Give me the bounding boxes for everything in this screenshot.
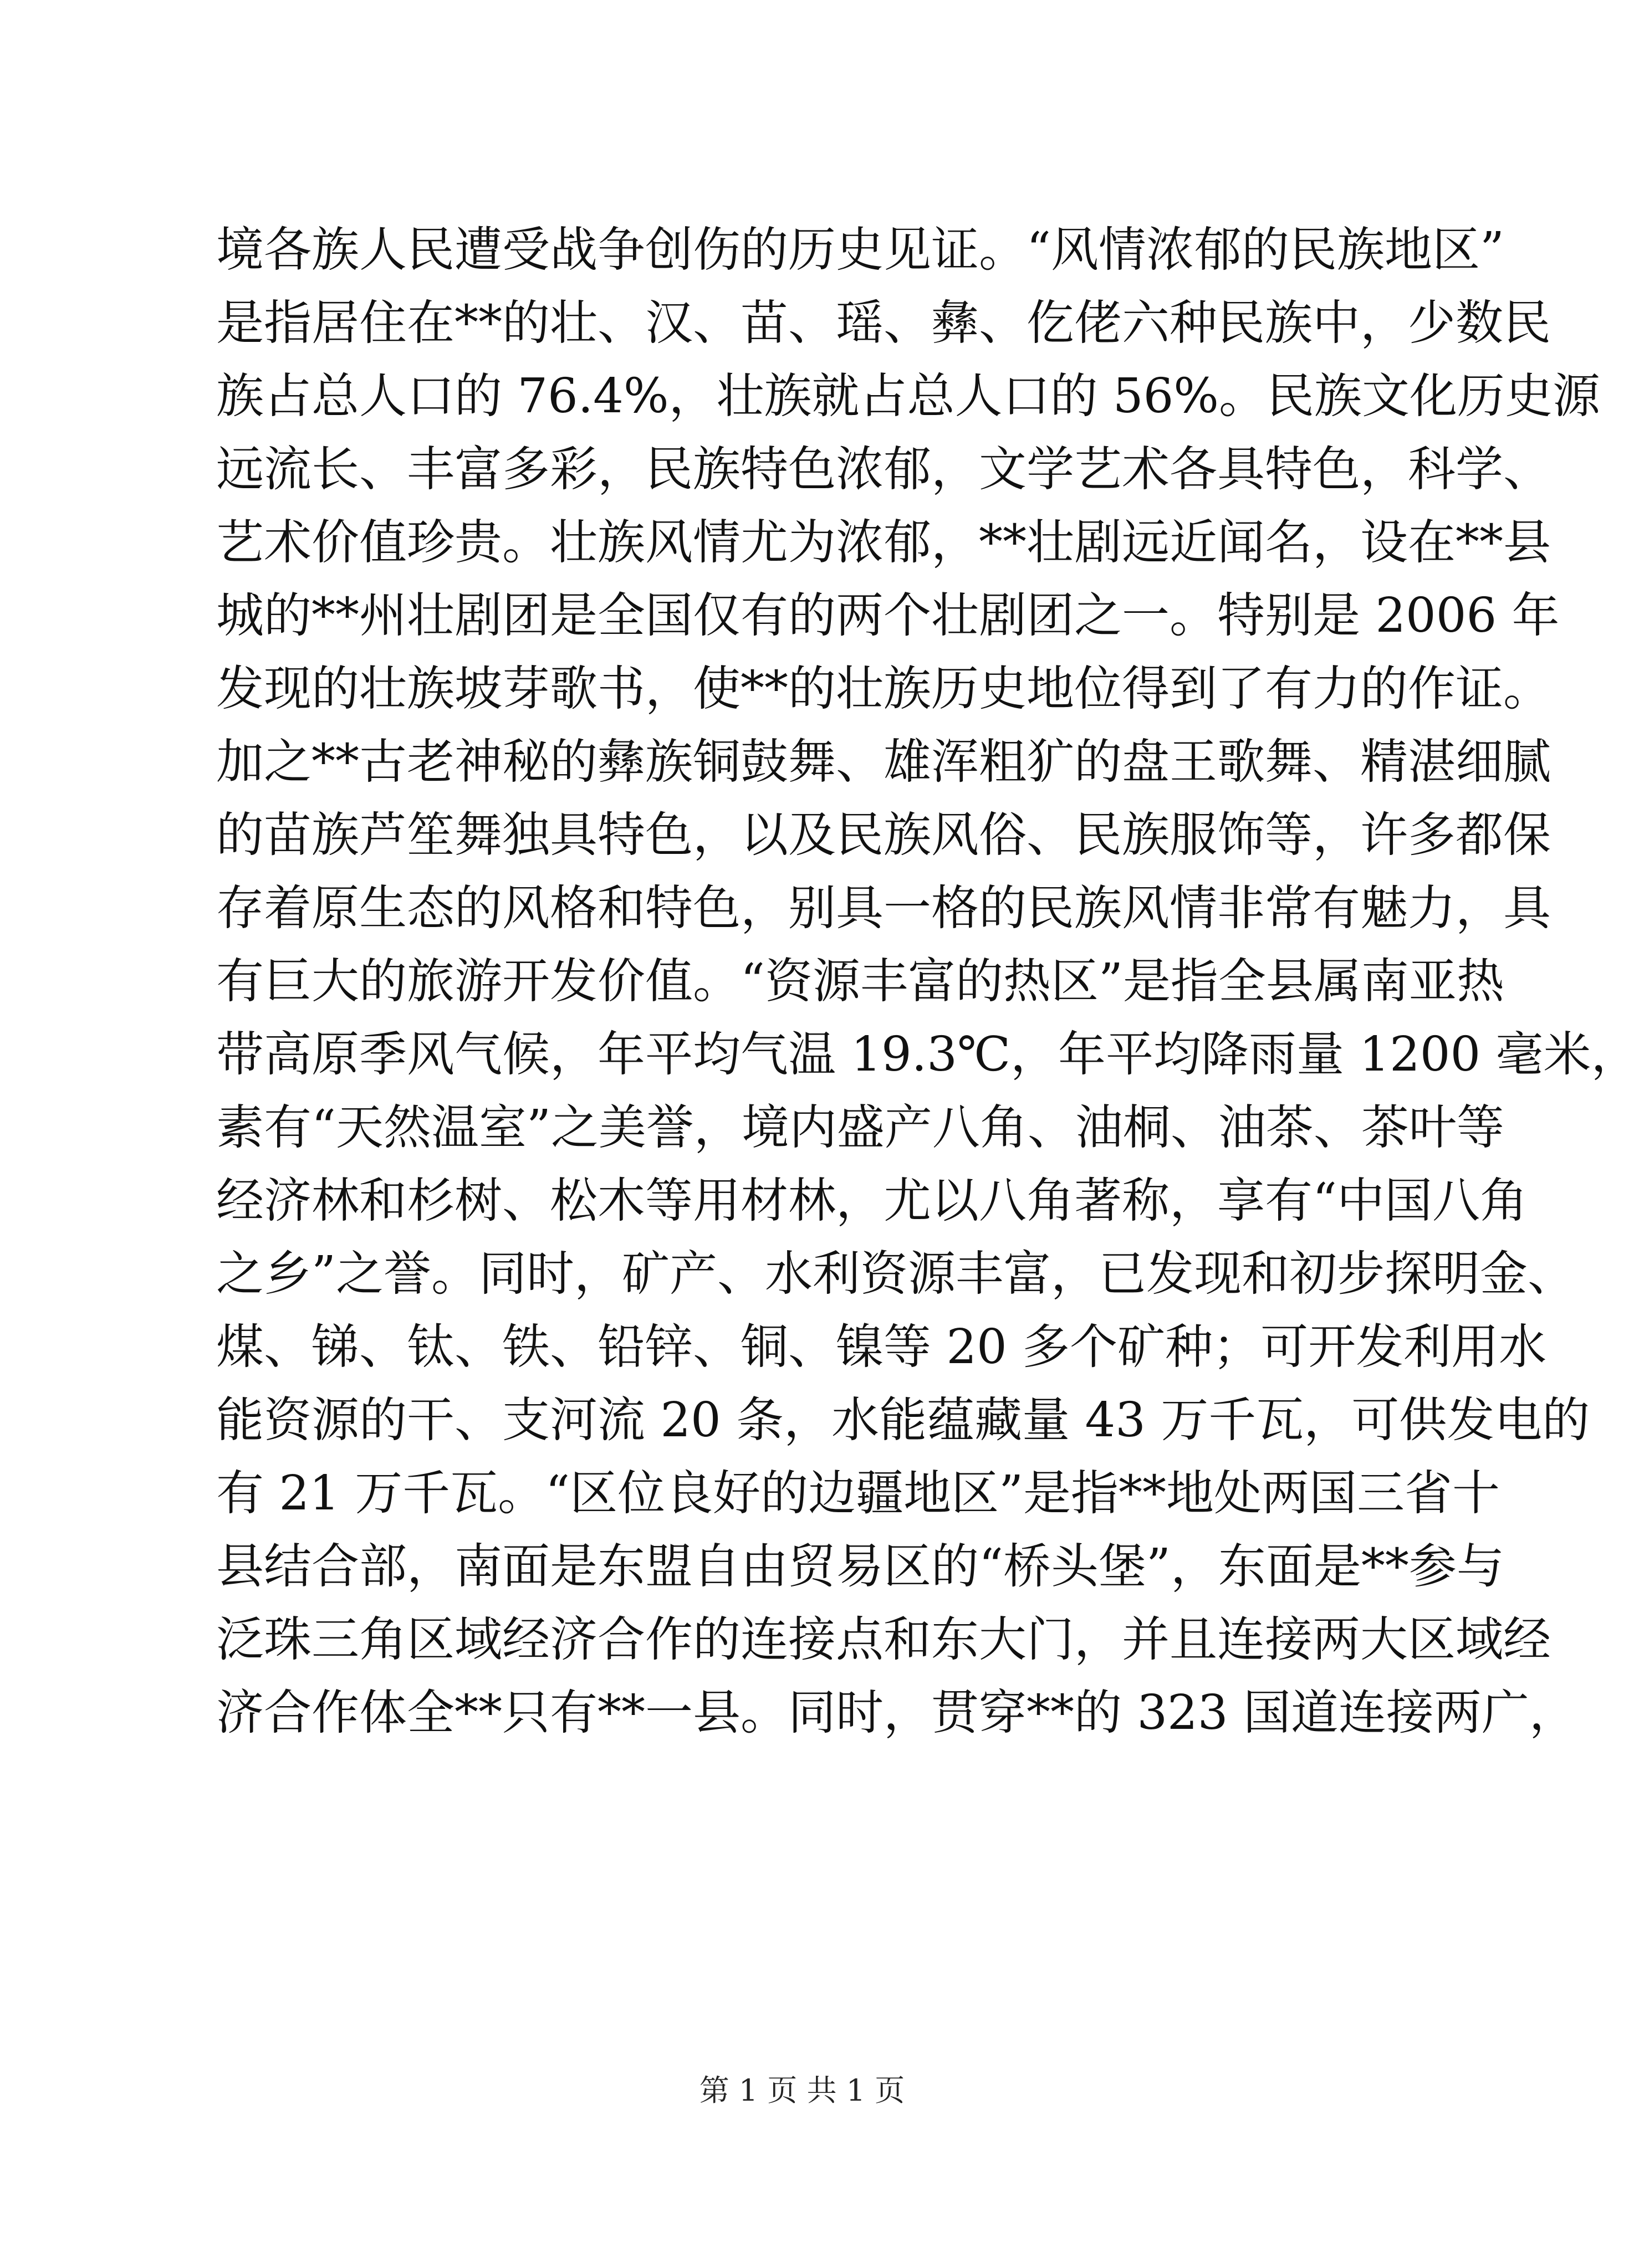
text-line: 远流长、丰富多彩，民族特色浓郁，文学艺术各具特色，科学、 [216,442,1551,497]
page-number-label: 第 1 页 共 1 页 [699,2073,905,2108]
text-line: 泛珠三角区域经济合作的连接点和东大门，并且连接两大区域经 [216,1612,1551,1667]
text-line: 是指居住在**的壮、汉、苗、瑶、彝、仡佬六种民族中，少数民 [216,295,1551,351]
text-line: 的苗族芦笙舞独具特色，以及民族风俗、民族服饰等，许多都保 [216,807,1551,863]
text-line: 境各族人民遭受战争创伤的历史见证。“风情浓郁的民族地区” [216,222,1504,278]
text-line: 煤、锑、钛、铁、铅锌、铜、镍等 20 多个矿种；可开发利用水 [216,1319,1547,1375]
text-line: 艺术价值珍贵。壮族风情尤为浓郁，**壮剧远近闻名，设在**县 [216,515,1551,570]
text-line: 能资源的干、支河流 20 条，水能蕴藏量 43 万千瓦，可供发电的 [216,1392,1590,1448]
text-line: 城的**州壮剧团是全国仅有的两个壮剧团之一。特别是 2006 年 [216,588,1560,643]
text-line: 济合作体全**只有**一县。同时，贯穿**的 323 国道连接两广， [216,1685,1577,1740]
text-line: 有巨大的旅游开发价值。“资源丰富的热区”是指全县属南亚热 [216,954,1504,1009]
text-line: 发现的壮族坡芽歌书，使**的壮族历史地位得到了有力的作证。 [216,661,1551,716]
text-line: 经济林和杉树、松木等用材林，尤以八角著称，享有“中国八角 [216,1173,1528,1228]
text-line: 有 21 万千瓦。“区位良好的边疆地区”是指**地处两国三省十 [216,1466,1500,1521]
text-line: 存着原生态的风格和特色，别具一格的民族风情非常有魅力，具 [216,880,1551,936]
page-footer [0,2067,1604,2110]
text-line: 素有“天然温室”之美誉，境内盛产八角、油桐、油茶、茶叶等 [216,1100,1504,1155]
text-line: 县结合部，南面是东盟自由贸易区的“桥头堡”，东面是**参与 [216,1539,1504,1594]
text-line: 加之**古老神秘的彝族铜鼓舞、雄浑粗犷的盘王歌舞、精湛细腻 [216,734,1551,790]
body-text [216,213,1639,1749]
text-line: 之乡”之誉。同时，矿产、水利资源丰富，已发现和初步探明金、 [216,1246,1575,1302]
text-line: 带高原季风气候，年平均气温 19.3℃，年平均降雨量 1200 毫米， [216,1027,1639,1082]
text-line: 族占总人口的 76.4%，壮族就占总人口的 56%。民族文化历史源 [216,368,1601,424]
